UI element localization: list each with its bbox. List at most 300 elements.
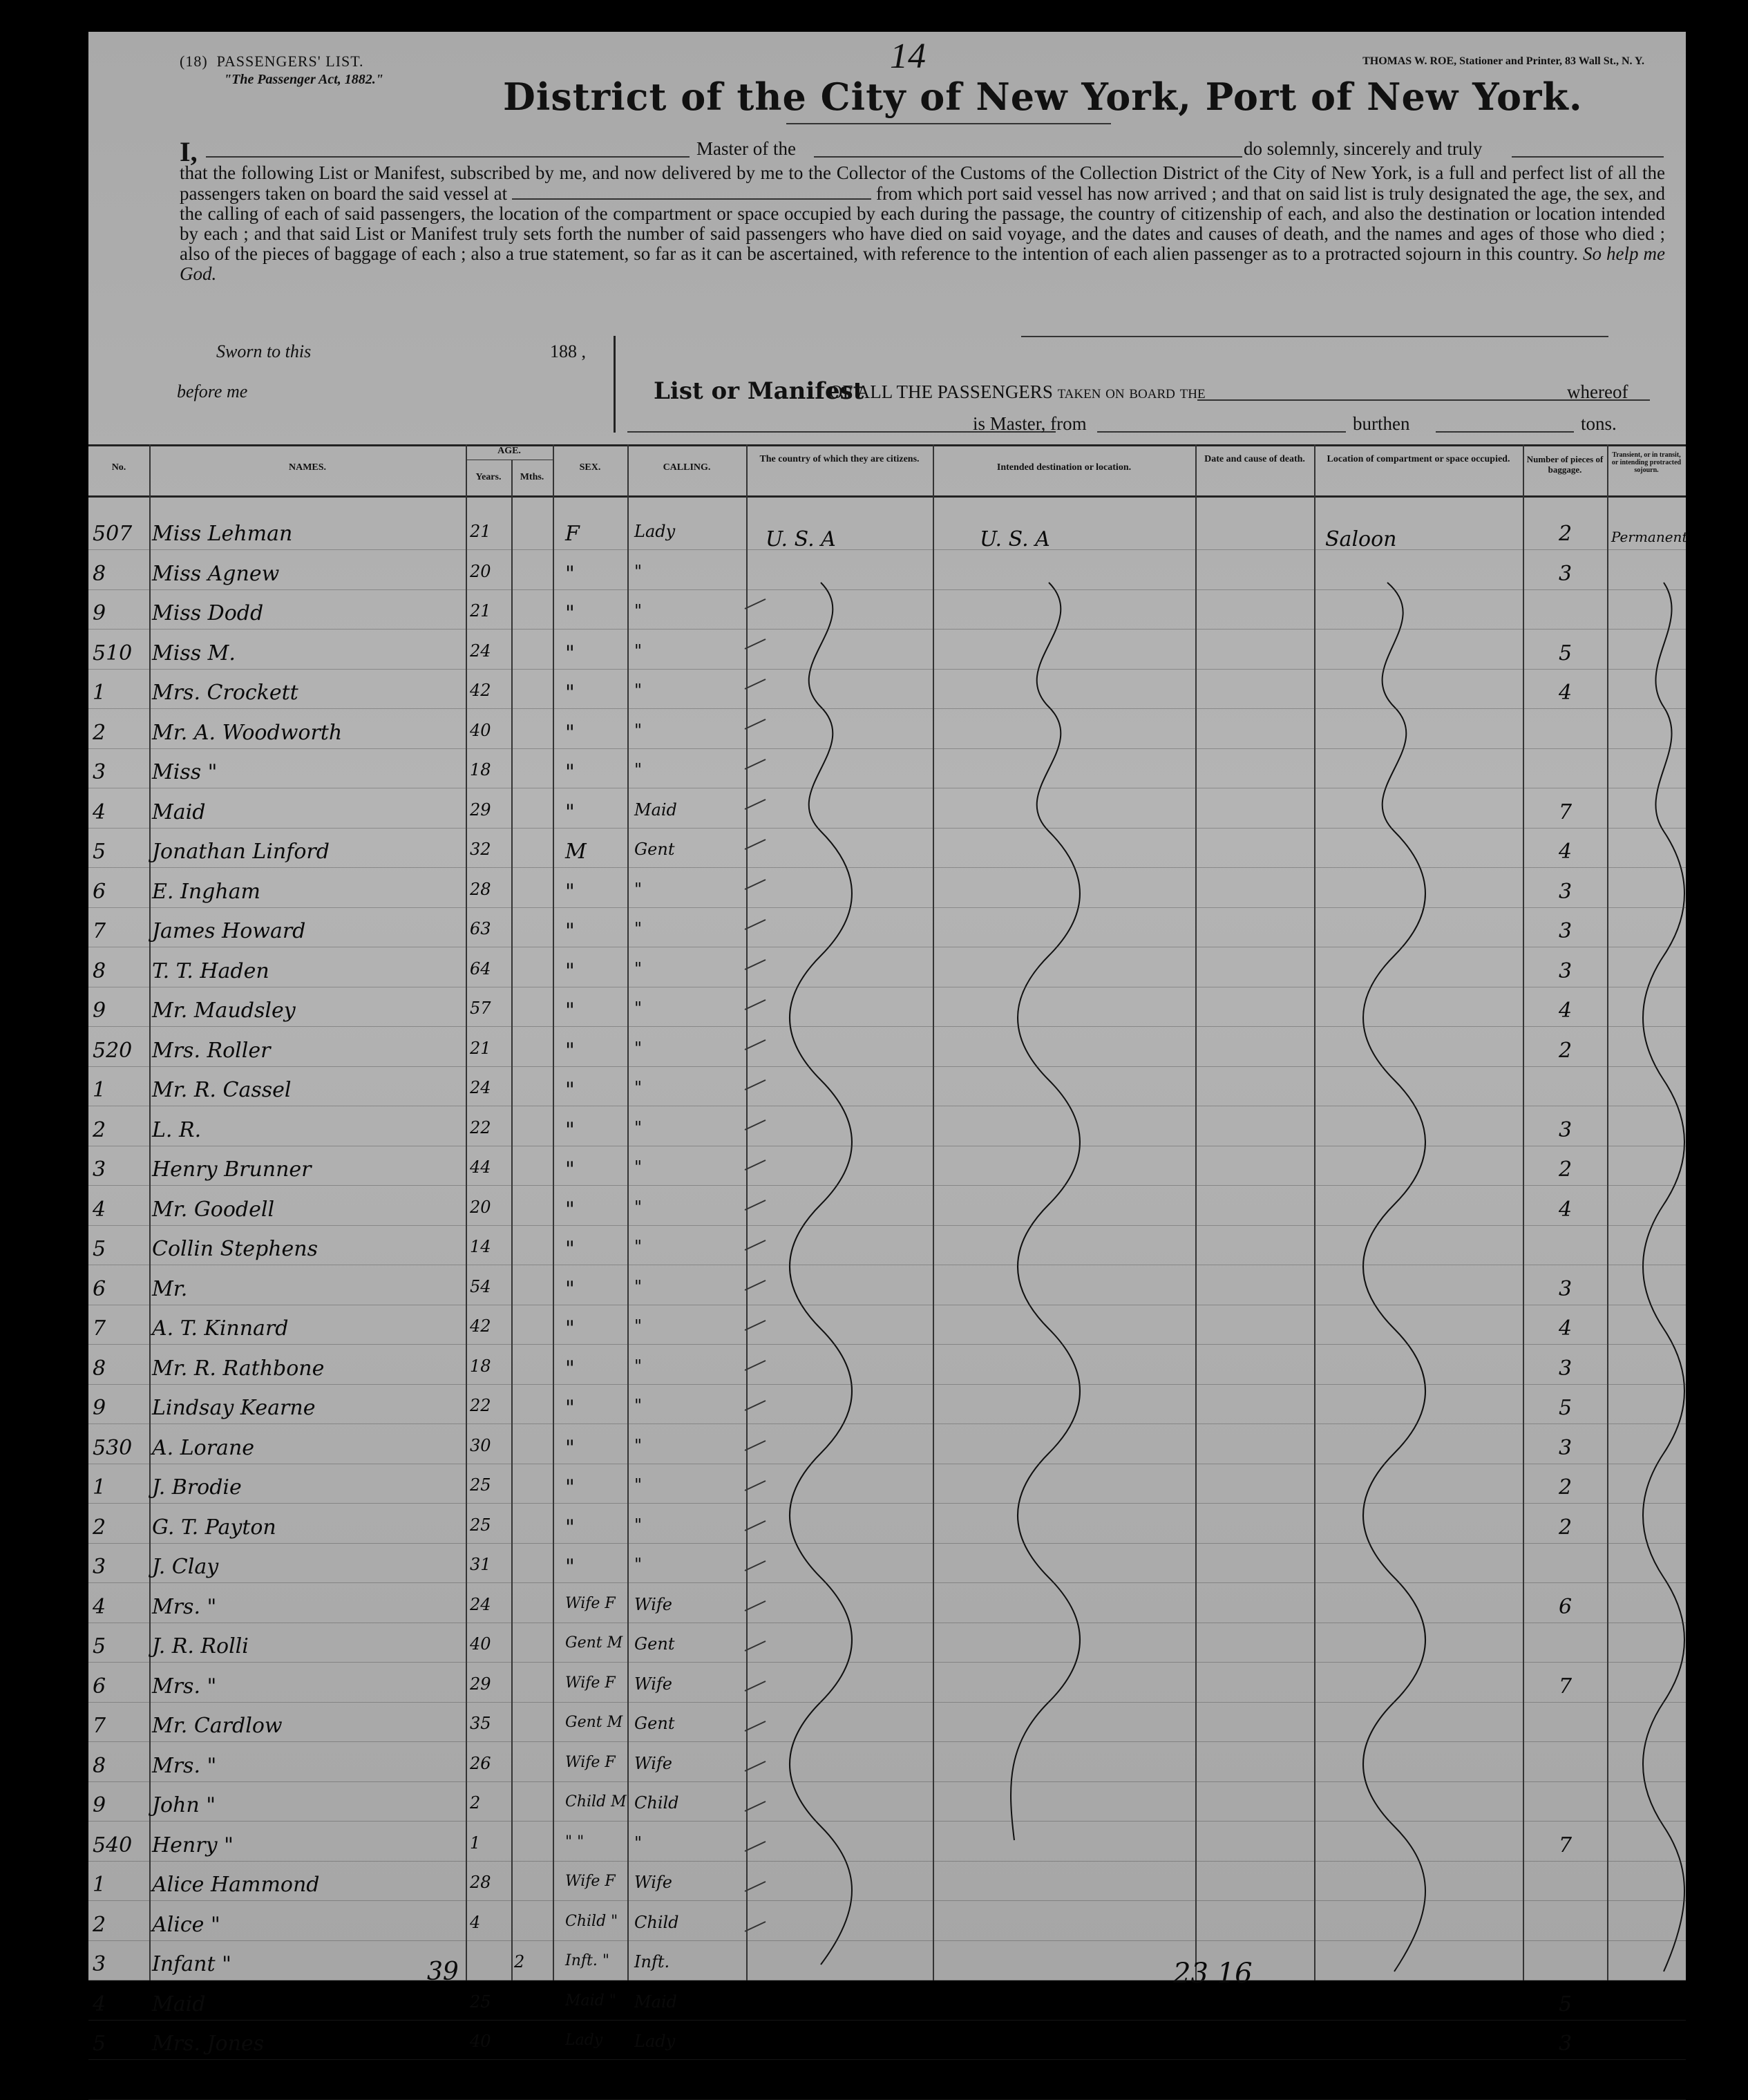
passenger-name: Miss M. <box>152 641 236 665</box>
passenger-name: Mr. R. Rathbone <box>152 1356 325 1381</box>
row-number: 3 <box>93 1952 106 1976</box>
baggage-count: 6 <box>1559 1594 1573 1619</box>
passenger-calling: " <box>634 681 643 700</box>
row-number: 1 <box>93 1475 106 1500</box>
passenger-calling: Lady <box>634 2032 676 2051</box>
passenger-calling: " <box>634 958 643 978</box>
first-row-destination: U. S. A <box>980 527 1050 551</box>
passenger-sex: " <box>565 760 575 784</box>
passenger-name: Miss Lehman <box>152 522 293 546</box>
passenger-sex: " <box>565 1435 575 1460</box>
passenger-sex: " <box>565 1276 575 1301</box>
district-title: District of the City of New York, Port of New York. <box>503 75 1583 119</box>
passenger-name: Lindsay Kearne <box>152 1396 316 1420</box>
baggage-count: 3 <box>1559 958 1573 983</box>
first-row-transient: Permanent <box>1611 529 1688 545</box>
passenger-sex: Wife F <box>565 1594 616 1612</box>
age-years: 1 <box>470 1833 481 1853</box>
passenger-name: Mrs. Jones <box>152 2032 265 2056</box>
passenger-sex: Lady <box>565 2032 603 2049</box>
age-years: 64 <box>470 958 491 978</box>
baggage-count: 7 <box>1559 800 1573 824</box>
row-number: 1 <box>93 681 106 705</box>
col-names: NAMES. <box>288 462 327 473</box>
passenger-name: Maid <box>152 800 206 824</box>
passenger-calling: Maid <box>634 1992 677 2012</box>
row-number: 530 <box>93 1435 133 1460</box>
age-years: 54 <box>470 1276 491 1296</box>
transient-ditto-line <box>1643 583 1684 1971</box>
row-number: 7 <box>93 1714 106 1738</box>
row-rule <box>88 1861 1686 1862</box>
baggage-count: 4 <box>1559 1316 1573 1341</box>
passenger-calling: " <box>634 1237 643 1256</box>
title-rule <box>786 123 1111 124</box>
passenger-calling: Gent <box>634 840 675 859</box>
passenger-sex: " <box>565 1078 575 1102</box>
passenger-sex: " <box>565 1237 575 1261</box>
passenger-sex: F <box>565 522 580 546</box>
passenger-sex: " <box>565 601 575 625</box>
passenger-table <box>88 444 1688 2056</box>
vessel-blank <box>814 156 1242 158</box>
passenger-sex: " <box>565 1396 575 1420</box>
age-years: 28 <box>470 879 491 899</box>
baggage-count: 2 <box>1559 1475 1573 1500</box>
row-rule <box>88 1940 1686 1941</box>
passenger-calling: " <box>634 1396 643 1415</box>
passenger-calling: " <box>634 561 643 581</box>
row-number: 8 <box>93 561 106 586</box>
row-rule <box>88 549 1686 550</box>
passenger-name: Henry " <box>152 1833 234 1857</box>
row-number: 2 <box>93 1912 106 1937</box>
passenger-sex: " <box>565 1157 575 1182</box>
row-number: 540 <box>93 1833 133 1857</box>
age-years: 20 <box>470 561 491 581</box>
passenger-name: L. R. <box>152 1117 202 1142</box>
passenger-sex: Wife F <box>565 1674 616 1692</box>
passenger-calling: Wife <box>634 1594 673 1614</box>
tons-text: tons. <box>1581 413 1617 434</box>
passenger-sex: Child " <box>565 1912 618 1930</box>
passenger-calling: " <box>634 1435 643 1455</box>
sworn-brace <box>614 336 618 433</box>
row-number: 7 <box>93 1316 106 1341</box>
age-years: 20 <box>470 1197 491 1217</box>
is-master-from: is Master, from <box>973 413 1087 434</box>
row-rule <box>88 1582 1686 1583</box>
age-years: 30 <box>470 1435 491 1455</box>
row-number: 507 <box>93 522 133 546</box>
age-years: 21 <box>470 601 491 621</box>
passenger-sex: Maid " <box>565 1992 616 2009</box>
passenger-name: Mr. <box>152 1276 188 1301</box>
col-baggage: Number of pieces of baggage. <box>1526 454 1604 475</box>
passenger-calling: Gent <box>634 1634 675 1654</box>
row-rule <box>88 1185 1686 1186</box>
oath-end-blank <box>1512 156 1664 158</box>
first-row-country: U. S. A <box>766 527 836 551</box>
passenger-name: G. T. Payton <box>152 1515 276 1540</box>
passenger-calling: " <box>634 1157 643 1177</box>
age-years: 63 <box>470 919 491 938</box>
baggage-count: 5 <box>1559 1992 1573 2016</box>
passenger-name: Mrs. " <box>152 1753 217 1778</box>
passenger-calling: " <box>634 1078 643 1097</box>
col-years: Years. <box>475 472 502 482</box>
passenger-name: J. Clay <box>152 1555 219 1579</box>
passenger-name: Collin Stephens <box>152 1237 319 1261</box>
passenger-name: J. Brodie <box>152 1475 242 1500</box>
sworn-to-this: Sworn to this <box>216 341 312 361</box>
passenger-calling: Wife <box>634 1674 673 1694</box>
age-years: 22 <box>470 1396 491 1415</box>
passenger-calling: " <box>634 919 643 938</box>
age-years: 57 <box>470 999 491 1018</box>
passenger-name: T. T. Haden <box>152 958 269 983</box>
passenger-calling: Child <box>634 1793 679 1813</box>
row-number: 4 <box>93 1197 106 1222</box>
row-number: 4 <box>93 1992 106 2016</box>
row-number: 3 <box>93 1157 106 1182</box>
country-ditto-line <box>790 583 852 1965</box>
row-number: 5 <box>93 840 106 864</box>
passenger-calling: " <box>634 720 643 740</box>
age-months: 2 <box>514 1952 525 1971</box>
age-years: 40 <box>470 1634 491 1654</box>
burthen-text: burthen <box>1353 413 1410 434</box>
row-number: 3 <box>93 760 106 784</box>
passenger-name: Mrs. Roller <box>152 1038 271 1063</box>
passenger-name: Infant " <box>152 1952 231 1976</box>
passenger-calling: Maid <box>634 800 677 820</box>
baggage-count: 2 <box>1559 1157 1573 1182</box>
passenger-name: J. R. Rolli <box>152 1634 249 1658</box>
row-number: 8 <box>93 1356 106 1381</box>
age-years: 18 <box>470 1356 491 1376</box>
age-years: 26 <box>470 1753 491 1773</box>
baggage-count: 7 <box>1559 1674 1573 1699</box>
row-rule <box>88 2059 1686 2060</box>
row-number: 5 <box>93 1634 106 1658</box>
baggage-count: 3 <box>1559 561 1573 586</box>
row-rule <box>88 1026 1686 1027</box>
age-years: 24 <box>470 641 491 661</box>
manifest-top-blank <box>1021 336 1608 337</box>
row-number: 510 <box>93 641 133 665</box>
master-name-blank <box>206 156 690 158</box>
row-rule <box>88 828 1686 829</box>
row-number: 6 <box>93 1276 106 1301</box>
baggage-count: 5 <box>1559 641 1573 665</box>
baggage-count: 3 <box>1559 1435 1573 1460</box>
passenger-name: Mr. R. Cassel <box>152 1078 292 1102</box>
row-rule <box>88 1423 1686 1424</box>
passenger-name: Henry Brunner <box>152 1157 312 1182</box>
col-calling: CALLING. <box>663 462 711 473</box>
age-years: 40 <box>470 2032 491 2051</box>
passenger-calling: Wife <box>634 1873 673 1892</box>
master-of-the: Master of the <box>696 138 796 159</box>
row-number: 2 <box>93 1515 106 1540</box>
passenger-sex: " <box>565 999 575 1023</box>
row-number: 7 <box>93 919 106 943</box>
row-rule <box>88 1543 1686 1544</box>
passenger-sex: " <box>565 879 575 904</box>
passenger-sex: M <box>565 840 587 864</box>
age-years: 21 <box>470 1038 491 1058</box>
passenger-name: Mr. Cardlow <box>152 1714 283 1738</box>
row-rule <box>88 748 1686 749</box>
col-country: The country of which they are citizens. <box>759 454 920 464</box>
row-number: 8 <box>93 958 106 983</box>
row-rule <box>88 1821 1686 1822</box>
passenger-sex: Child M <box>565 1793 627 1810</box>
age-years: 42 <box>470 1316 491 1336</box>
baggage-count: 3 <box>1559 2032 1573 2056</box>
passenger-name: Miss Agnew <box>152 561 280 586</box>
from-port-blank <box>1097 431 1346 433</box>
passenger-sex: " <box>565 919 575 943</box>
col-transient: Transient, or in transit, or intending protracted sojourn. <box>1611 451 1682 474</box>
row-number: 8 <box>93 1753 106 1778</box>
passenger-name: Jonathan Linford <box>152 840 330 864</box>
passenger-name: Mr. A. Woodworth <box>152 720 343 745</box>
passenger-calling: Gent <box>634 1714 675 1733</box>
row-rule <box>88 1066 1686 1067</box>
age-years: 21 <box>470 522 491 541</box>
baggage-count: 3 <box>1559 879 1573 904</box>
passenger-name: Maid <box>152 1992 206 2016</box>
passenger-name: Alice " <box>152 1912 220 1937</box>
passenger-sex: Gent M <box>565 1714 623 1731</box>
baggage-count: 7 <box>1559 1833 1573 1857</box>
row-rule <box>88 1384 1686 1385</box>
row-number: 4 <box>93 800 106 824</box>
col-no: No. <box>111 462 126 473</box>
baggage-count: 2 <box>1559 1515 1573 1540</box>
age-years: 32 <box>470 840 491 859</box>
row-number: 3 <box>93 1555 106 1579</box>
passenger-name: E. Ingham <box>152 879 261 904</box>
col-sex: SEX. <box>579 462 601 473</box>
passenger-calling: " <box>634 1555 643 1574</box>
passenger-sex: " <box>565 800 575 824</box>
first-row-location: Saloon <box>1325 527 1397 551</box>
age-years: 2 <box>470 1793 481 1813</box>
ditto-marks <box>88 444 1686 1980</box>
passenger-sex: " <box>565 1197 575 1222</box>
age-years: 24 <box>470 1594 491 1614</box>
row-rule <box>88 867 1686 868</box>
row-rule <box>88 2099 1686 2100</box>
row-rule <box>88 907 1686 908</box>
row-rule <box>88 1900 1686 1901</box>
passenger-name: Miss " <box>152 760 218 784</box>
passenger-sex: " <box>565 1316 575 1341</box>
row-number: 1 <box>93 1078 106 1102</box>
row-number: 1 <box>93 1873 106 1897</box>
row-rule <box>88 1702 1686 1703</box>
age-years: 22 <box>470 1117 491 1137</box>
passenger-name: Mrs. " <box>152 1594 217 1619</box>
passenger-name: Mrs. Crockett <box>152 681 298 705</box>
row-number: 9 <box>93 1396 106 1420</box>
baggage-count: 5 <box>1559 1396 1573 1420</box>
age-years: 44 <box>470 1157 491 1177</box>
row-rule <box>88 589 1686 590</box>
sworn-year: 188 , <box>550 341 586 361</box>
age-years: 31 <box>470 1555 491 1574</box>
col-location: Location of compartment or space occupied. <box>1327 454 1510 464</box>
row-rule <box>88 1225 1686 1226</box>
baggage-count: 4 <box>1559 681 1573 705</box>
row-number: 9 <box>93 999 106 1023</box>
passenger-sex: " <box>565 1117 575 1142</box>
row-number: 9 <box>93 1793 106 1817</box>
margin-note: 39 <box>427 1958 459 1986</box>
row-number: 5 <box>93 1237 106 1261</box>
row-number: 520 <box>93 1038 133 1063</box>
passenger-sex: " <box>565 641 575 665</box>
passenger-sex: Inft. " <box>565 1952 609 1969</box>
oath-paragraph: that the following List or Manifest, subscribed by me, and now delivered by me to the Collector of the Customs of the Collection District of the City of New York, is a full and perfect list of all the passengers taken on board the said vessel at from which port said vessel has now arrived ; and that on said list is truly designated the age, the sex, and the calling of each of said passengers, the location of the compartment or space occupied by each during the passage, the country of citizenship of each, and also the destination or location intended by each ; and that said List or Manifest truly sets forth the number of said passengers who have died on said voyage, and the dates and causes of death, and the names and ages of those who died ; also of the pieces of baggage of each ; also a true statement, so far as it can be ascertained, with reference to the intention of each alien passenger as to a protracted sojourn in this country. So help me God. <box>180 162 1666 284</box>
row-rule <box>88 1344 1686 1345</box>
baggage-count: 2 <box>1559 1038 1573 1063</box>
passenger-calling: " <box>634 879 643 899</box>
oath-solemnly: do solemnly, sincerely and truly <box>1244 138 1483 159</box>
age-years: 4 <box>470 1912 481 1932</box>
list-or-manifest-title: List or Manifest <box>654 377 864 405</box>
age-years: 40 <box>470 720 491 740</box>
passenger-sex: " " <box>565 1833 585 1851</box>
col-age: AGE. <box>497 446 521 456</box>
passenger-sex: Gent M <box>565 1634 623 1652</box>
passenger-sex: " <box>565 1475 575 1500</box>
baggage-count: 3 <box>1559 919 1573 943</box>
stamp-number: 14 <box>890 37 926 76</box>
passenger-name: Mrs. " <box>152 1674 217 1699</box>
passenger-calling: " <box>634 641 643 661</box>
age-years: 29 <box>470 1674 491 1694</box>
passenger-calling: Inft. <box>634 1952 670 1971</box>
passenger-calling: " <box>634 1117 643 1137</box>
destination-ditto-line <box>1011 583 1080 1840</box>
passenger-sex: " <box>565 1356 575 1381</box>
baggage-count: 4 <box>1559 840 1573 864</box>
passenger-sex: " <box>565 720 575 745</box>
age-years: 25 <box>470 1475 491 1495</box>
baggage-count: 2 <box>1559 522 1573 546</box>
passenger-calling: Child <box>634 1912 679 1932</box>
passenger-calling: " <box>634 601 643 621</box>
col-death: Date and cause of death. <box>1204 454 1305 464</box>
passenger-name: James Howard <box>152 919 306 943</box>
age-years: 24 <box>470 1078 491 1097</box>
passenger-sex: " <box>565 1038 575 1063</box>
baggage-count: 4 <box>1559 1197 1573 1222</box>
passenger-sex: Wife F <box>565 1753 616 1771</box>
row-rule <box>88 1662 1686 1663</box>
passenger-sex: " <box>565 1555 575 1579</box>
passenger-calling: Lady <box>634 522 676 541</box>
passenger-name: Miss Dodd <box>152 601 264 625</box>
age-years: 18 <box>470 760 491 779</box>
passenger-calling: Wife <box>634 1753 673 1773</box>
death-tally: 23 16 <box>1173 1958 1253 1989</box>
row-rule <box>88 708 1686 709</box>
passenger-sex: " <box>565 1515 575 1540</box>
col-mths: Mths. <box>520 472 544 482</box>
row-rule <box>88 629 1686 630</box>
passenger-name: Mr. Goodell <box>152 1197 275 1222</box>
row-rule <box>88 1503 1686 1504</box>
passenger-name: Mr. Maudsley <box>152 999 296 1023</box>
form-number-title: (18) PASSENGERS' LIST. <box>180 53 364 70</box>
passenger-calling: " <box>634 1515 643 1535</box>
baggage-count: 3 <box>1559 1356 1573 1381</box>
act-title: "The Passenger Act, 1882." <box>224 72 383 87</box>
of-all-passengers: OF ALL THE PASSENGERS taken on board the <box>829 381 1206 402</box>
passenger-calling: " <box>634 999 643 1018</box>
location-ditto-line <box>1363 583 1425 1971</box>
baggage-count: 4 <box>1559 999 1573 1023</box>
whereof-text: whereof <box>1567 381 1628 402</box>
age-years: 35 <box>470 1714 491 1733</box>
row-number: 9 <box>93 601 106 625</box>
passenger-sex: " <box>565 958 575 983</box>
row-number: 2 <box>93 720 106 745</box>
passenger-calling: " <box>634 1276 643 1296</box>
row-number: 4 <box>93 1594 106 1619</box>
oath-i: I, <box>180 136 198 167</box>
passenger-calling: " <box>634 1833 643 1853</box>
passenger-sex: " <box>565 561 575 586</box>
col-destination: Intended destination or location. <box>996 462 1132 473</box>
age-years: 28 <box>470 1873 491 1892</box>
before-me: before me <box>177 381 248 401</box>
age-years: 14 <box>470 1237 491 1256</box>
passenger-sex: Wife F <box>565 1873 616 1890</box>
passenger-calling: " <box>634 760 643 779</box>
age-years: 42 <box>470 681 491 700</box>
passenger-calling: " <box>634 1038 643 1058</box>
manifest-sheet <box>88 32 1688 2056</box>
row-rule <box>88 669 1686 670</box>
passenger-name: Alice Hammond <box>152 1873 320 1897</box>
row-number: 2 <box>93 1117 106 1142</box>
burthen-blank <box>1436 431 1574 433</box>
passenger-name: A. T. Kinnard <box>152 1316 289 1341</box>
age-years: 25 <box>470 1992 491 2012</box>
passenger-calling: " <box>634 1356 643 1376</box>
row-rule <box>88 1741 1686 1742</box>
baggage-count: 3 <box>1559 1117 1573 1142</box>
passenger-calling: " <box>634 1475 643 1495</box>
passenger-name: A. Lorane <box>152 1435 255 1460</box>
passenger-name: John " <box>152 1793 216 1817</box>
row-number: 6 <box>93 1674 106 1699</box>
passenger-calling: " <box>634 1316 643 1336</box>
age-years: 29 <box>470 800 491 820</box>
row-rule <box>88 1781 1686 1782</box>
baggage-count: 3 <box>1559 1276 1573 1301</box>
country-tick-marks <box>745 599 766 1931</box>
age-years: 25 <box>470 1515 491 1535</box>
passenger-calling: " <box>634 1197 643 1217</box>
row-number: 6 <box>93 879 106 904</box>
